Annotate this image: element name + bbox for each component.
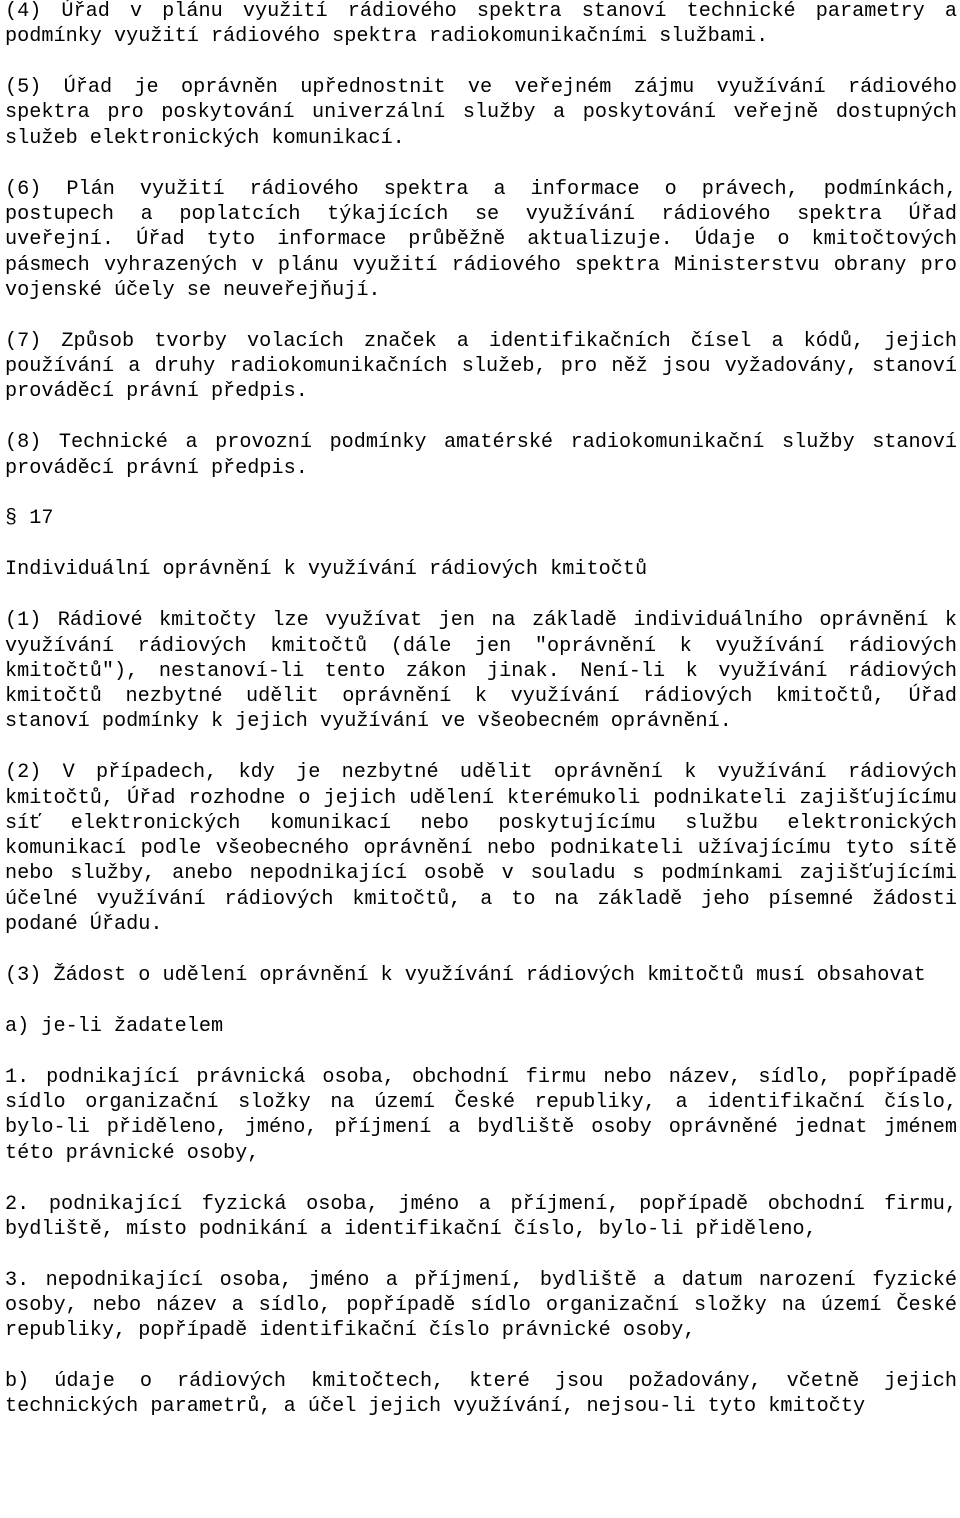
section-title: Individuální oprávnění k využívání rádiových kmitočtů [5, 558, 648, 582]
paragraph-17-2: (2) V případech, kdy je nezbytné udělit oprávnění k využívání rádiových kmitočtů, Úřad rozhodne o jejich udělení kterémukoli podnikateli zajišťujícímu síť elektronických komunikací nebo poskytujícímu službu elektronických komunikací podle všeobecného oprávnění nebo podnikateli užívajícímu tyto sítě nebo služby, anebo nepodnikající osobě v souladu s podmínkami zajišťujícími účelné využívání rádiových kmitočtů, a to na základě jeho písemné žádosti podané Úřadu. [5, 761, 957, 937]
paragraph-17-1: (1) Rádiové kmitočty lze využívat jen na základě individuálního oprávnění k využívání rádiových kmitočtů (dále jen "oprávnění k využívání rádiových kmitočtů"), nestanoví-li tento zákon jinak. Není-li k využívání rádiových kmitočtů nezbytné udělit oprávnění k využívání rádiových kmitočtů, Úřad stanoví podmínky k jejich využívání ve všeobecném oprávnění. [5, 609, 957, 734]
paragraph-6: (6) Plán využití rádiového spektra a informace o právech, podmínkách, postupech a poplatcích týkajících se využívání rádiového spektra Úřad uveřejní. Úřad tyto informace průběžně aktualizuje. Údaje o kmitočtových pásmech vyhrazených v plánu využití rádiového spektra Ministerstvu obrany pro vojenské účely se neuveřejňují. [5, 177, 957, 302]
item-b: b) údaje o rádiových kmitočtech, které jsou požadovány, včetně jejich technických parametrů, a účel jejich využívání, nejsou-li tyto kmitočty [5, 1370, 957, 1419]
item-a: a) je-li žadatelem [5, 1014, 224, 1038]
paragraph-17-3: (3) Žádost o udělení oprávnění k využívání rádiových kmitočtů musí obsahovat [5, 963, 926, 987]
paragraph-8: (8) Technické a provozní podmínky amatérské radiokomunikační služby stanoví prováděcí právní předpis. [5, 431, 957, 480]
item-a-1: 1. podnikající právnická osoba, obchodní firmu nebo název, sídlo, popřípadě sídlo organizační složky na území České republiky, a identifikační číslo, bylo-li přiděleno, jméno, příjmení a bydliště osoby oprávněné jednat jménem této právnické osoby, [5, 1065, 957, 1165]
section-number: § 17 [5, 507, 54, 531]
paragraph-4: (4) Úřad v plánu využití rádiového spektra stanoví technické parametry a podmínky využití rádiového spektra radiokomunikačními službami. [5, 0, 957, 49]
paragraph-5: (5) Úřad je oprávněn upřednostnit ve veřejném zájmu využívání rádiového spektra pro poskytování univerzální služby a poskytování veřejně dostupných služeb elektronických komunikací. [5, 76, 957, 150]
paragraph-7: (7) Způsob tvorby volacích značek a identifikačních čísel a kódů, jejich používání a druhy radiokomunikačních služeb, pro něž jsou vyžadovány, stanoví prováděcí právní předpis. [5, 329, 957, 404]
document-body [5, 0, 957, 1445]
item-a-2: 2. podnikající fyzická osoba, jméno a příjmení, popřípadě obchodní firmu, bydliště, místo podnikání a identifikační číslo, bylo-li přiděleno, [5, 1192, 957, 1241]
item-a-3: 3. nepodnikající osoba, jméno a příjmení, bydliště a datum narození fyzické osoby, nebo název a sídlo, popřípadě sídlo organizační složky na území České republiky, popřípadě identifikační číslo právnické osoby, [5, 1268, 957, 1343]
